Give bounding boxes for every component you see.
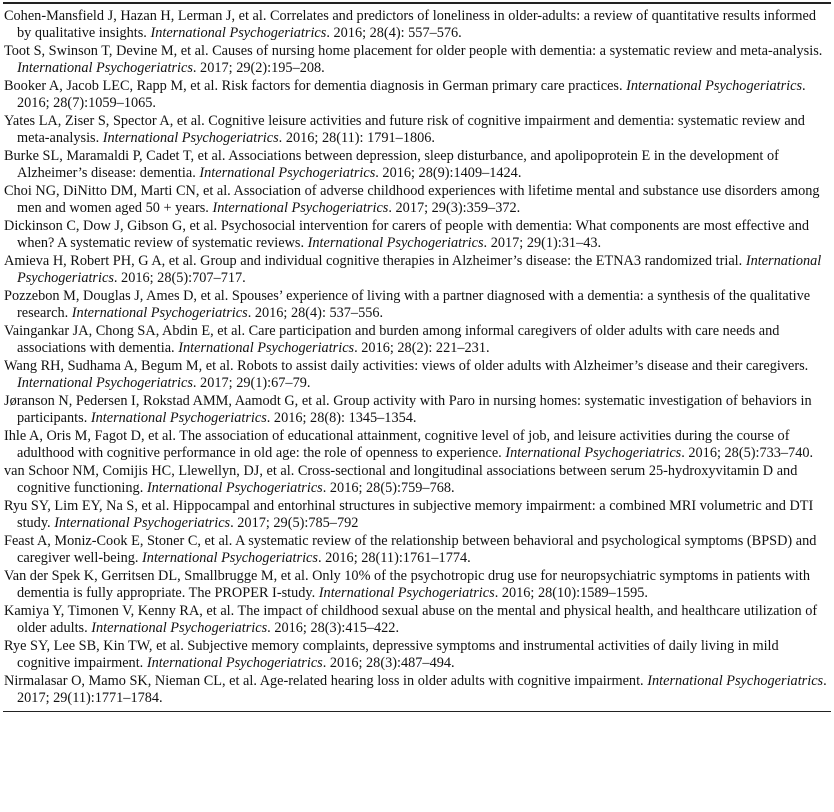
reference-entry (4, 533, 831, 567)
reference-text: Dickinson C, Dow J, Gibson G, et al. Psychosocial intervention for carers of people with dementia: What components are most effective and when? A systematic review of systematic reviews. (4, 218, 810, 251)
reference-entry (4, 113, 831, 147)
reference-entry (4, 498, 831, 532)
reference-text: Yates LA, Ziser S, Spector A, et al. Cognitive leisure activities and future risk of cognitive impairment and dementia: systematic review and meta-analysis. (4, 113, 805, 146)
reference-text: Vaingankar JA, Chong SA, Abdin E, et al. Care participation and burden among informal caregivers of older adults with care needs and associations with dementia. (4, 323, 780, 356)
journal-name: International Psychogeriatrics (17, 253, 822, 286)
reference-entry (4, 358, 831, 392)
reference-text: Rye SY, Lee SB, Kin TW, et al. Subjective memory complaints, depressive symptoms and instrumental activities of daily living in mild cognitive impairment. (4, 638, 779, 671)
reference-entry (4, 8, 831, 42)
reference-citation: . 2016; 28(7):1059–1065. (17, 78, 806, 111)
reference-entry (4, 323, 831, 357)
reference-text: Wang RH, Sudhama A, Begum M, et al. Robots to assist daily activities: views of older adults with Alzheimer’s disease and their caregivers. (4, 358, 809, 374)
reference-citation: . 2016; 28(11):1761–1774. (317, 549, 471, 566)
reference-citation: . 2017; 29(11):1771–1784. (17, 673, 827, 706)
reference-entry (4, 183, 831, 217)
reference-citation: . 2017; 29(3):359–372. (388, 199, 521, 216)
journal-name: International Psychogeriatrics (142, 549, 318, 566)
reference-citation: . 2016; 28(9):1409–1424. (375, 164, 522, 181)
reference-text: Toot S, Swinson T, Devine M, et al. Causes of nursing home placement for older people with dementia: a systematic review and meta-analysis. (4, 43, 823, 59)
journal-name: International Psychogeriatrics (199, 164, 376, 181)
reference-citation: . 2016; 28(5):733–740. (681, 444, 814, 461)
reference-citation: . 2016; 28(10):1589–1595. (494, 584, 648, 601)
reference-list (3, 8, 831, 707)
journal-name: International Psychogeriatrics (318, 584, 495, 601)
journal-name: International Psychogeriatrics (91, 619, 268, 636)
reference-text: Van der Spek K, Gerritsen DL, Smallbrugge M, et al. Only 10% of the psychotropic drug use for neuropsychiatric symptoms in patients with dementia is fully appropriate. The PROPER I-study. (4, 568, 811, 601)
journal-name: International Psychogeriatrics (307, 234, 484, 251)
reference-text: Booker A, Jacob LEC, Rapp M, et al. Risk factors for dementia diagnosis in German primary care practices. (4, 78, 623, 94)
journal-name: International Psychogeriatrics (146, 479, 323, 496)
reference-text: Jøranson N, Pedersen I, Rokstad AMM, Aamodt G, et al. Group activity with Paro in nursing homes: systematic investigation of behaviors in participants. (4, 393, 812, 426)
reference-text: Kamiya Y, Timonen V, Kenny RA, et al. The impact of childhood sexual abuse on the mental and physical health, and healthcare utilization of older adults. (4, 603, 818, 636)
reference-entry (4, 428, 831, 462)
reference-entry (4, 78, 831, 112)
reference-citation: . 2017; 29(1):31–43. (483, 234, 602, 251)
reference-entry (4, 603, 831, 637)
reference-entry (4, 463, 831, 497)
journal-name: International Psychogeriatrics (102, 129, 279, 146)
reference-text: Amieva H, Robert PH, G A, et al. Group and individual cognitive therapies in Alzheimer’s disease: the ETNA3 randomized trial. (4, 253, 743, 269)
reference-citation: . 2017; 29(2):195–208. (192, 59, 325, 76)
reference-citation: . 2016; 28(5):707–717. (113, 269, 246, 286)
reference-citation: . 2016; 28(4): 537–556. (247, 304, 384, 321)
reference-text: Ryu SY, Lim EY, Na S, et al. Hippocampal and entorhinal structures in subjective memory impairment: a combined MRI volumetric and DTI study. (4, 498, 814, 531)
reference-entry (4, 288, 831, 322)
reference-text: Pozzebon M, Douglas J, Ames D, et al. Spouses’ experience of living with a partner diagnosed with a dementia: a synthesis of the qualitative research. (4, 288, 811, 321)
reference-text: Cohen-Mansfield J, Hazan H, Lerman J, et al. Correlates and predictors of loneliness in older-adults: a review of quantitative results informed by qualitative insights. (4, 8, 817, 41)
journal-name: International Psychogeriatrics (505, 444, 682, 461)
reference-citation: . 2016; 28(4): 557–576. (326, 24, 462, 41)
reference-entry (4, 148, 831, 182)
reference-entry (4, 673, 831, 707)
reference-citation: . 2017; 29(5):785–792 (230, 514, 359, 531)
reference-entry (4, 393, 831, 427)
journal-name: International Psychogeriatrics (212, 199, 389, 216)
reference-text: Nirmalasar O, Mamo SK, Nieman CL, et al. Age-related hearing loss in older adults with cognitive impairment. (4, 673, 644, 689)
journal-name: International Psychogeriatrics (17, 374, 193, 391)
journal-name: International Psychogeriatrics (150, 24, 327, 41)
reference-entry (4, 638, 831, 672)
reference-entry (4, 568, 831, 602)
journal-name: International Psychogeriatrics (71, 304, 248, 321)
journal-name: International Psychogeriatrics (626, 78, 803, 94)
journal-name: International Psychogeriatrics (17, 59, 193, 76)
journal-name: International Psychogeriatrics (90, 409, 267, 426)
reference-text: Choi NG, DiNitto DM, Marti CN, et al. Association of adverse childhood experiences with lifetime mental and substance use disorders among men and women aged 50 + years. (4, 183, 820, 216)
reference-text: Burke SL, Maramaldi P, Cadet T, et al. Associations between depression, sleep disturbance, and apolipoprotein E in the development of Alzheimer’s disease: dementia. (4, 148, 779, 181)
reference-text: Feast A, Moniz-Cook E, Stoner C, et al. A systematic review of the relationship between behavioral and psychological symptoms (BPSD) and caregiver well-being. (4, 533, 817, 566)
reference-text: Ihle A, Oris M, Fagot D, et al. The association of educational attainment, cognitive level of job, and leisure activities during the course of adulthood with cognitive performance in old age: the role of openness to experience. (4, 428, 790, 461)
reference-table (0, 2, 834, 812)
reference-entry (4, 43, 831, 77)
reference-text: van Schoor NM, Comijis HC, Llewellyn, DJ, et al. Cross-sectional and longitudinal associations between serum 25-hydroxyvitamin D and cognitive functioning. (4, 463, 798, 496)
reference-entry (4, 253, 831, 287)
journal-name: International Psychogeriatrics (146, 654, 323, 671)
reference-citation: . 2016; 28(3):487–494. (322, 654, 455, 671)
bottom-rule (3, 711, 831, 712)
reference-citation: . 2016; 28(3):415–422. (267, 619, 400, 636)
journal-name: International Psychogeriatrics (178, 339, 355, 356)
reference-citation: . 2016; 28(8): 1345–1354. (266, 409, 417, 426)
reference-entry (4, 218, 831, 252)
journal-name: International Psychogeriatrics (647, 673, 824, 689)
top-rule (3, 2, 831, 4)
journal-name: International Psychogeriatrics (54, 514, 231, 531)
reference-citation: . 2017; 29(1):67–79. (192, 374, 311, 391)
reference-citation: . 2016; 28(5):759–768. (322, 479, 455, 496)
reference-citation: . 2016; 28(2): 221–231. (354, 339, 490, 356)
reference-citation: . 2016; 28(11): 1791–1806. (278, 129, 436, 146)
